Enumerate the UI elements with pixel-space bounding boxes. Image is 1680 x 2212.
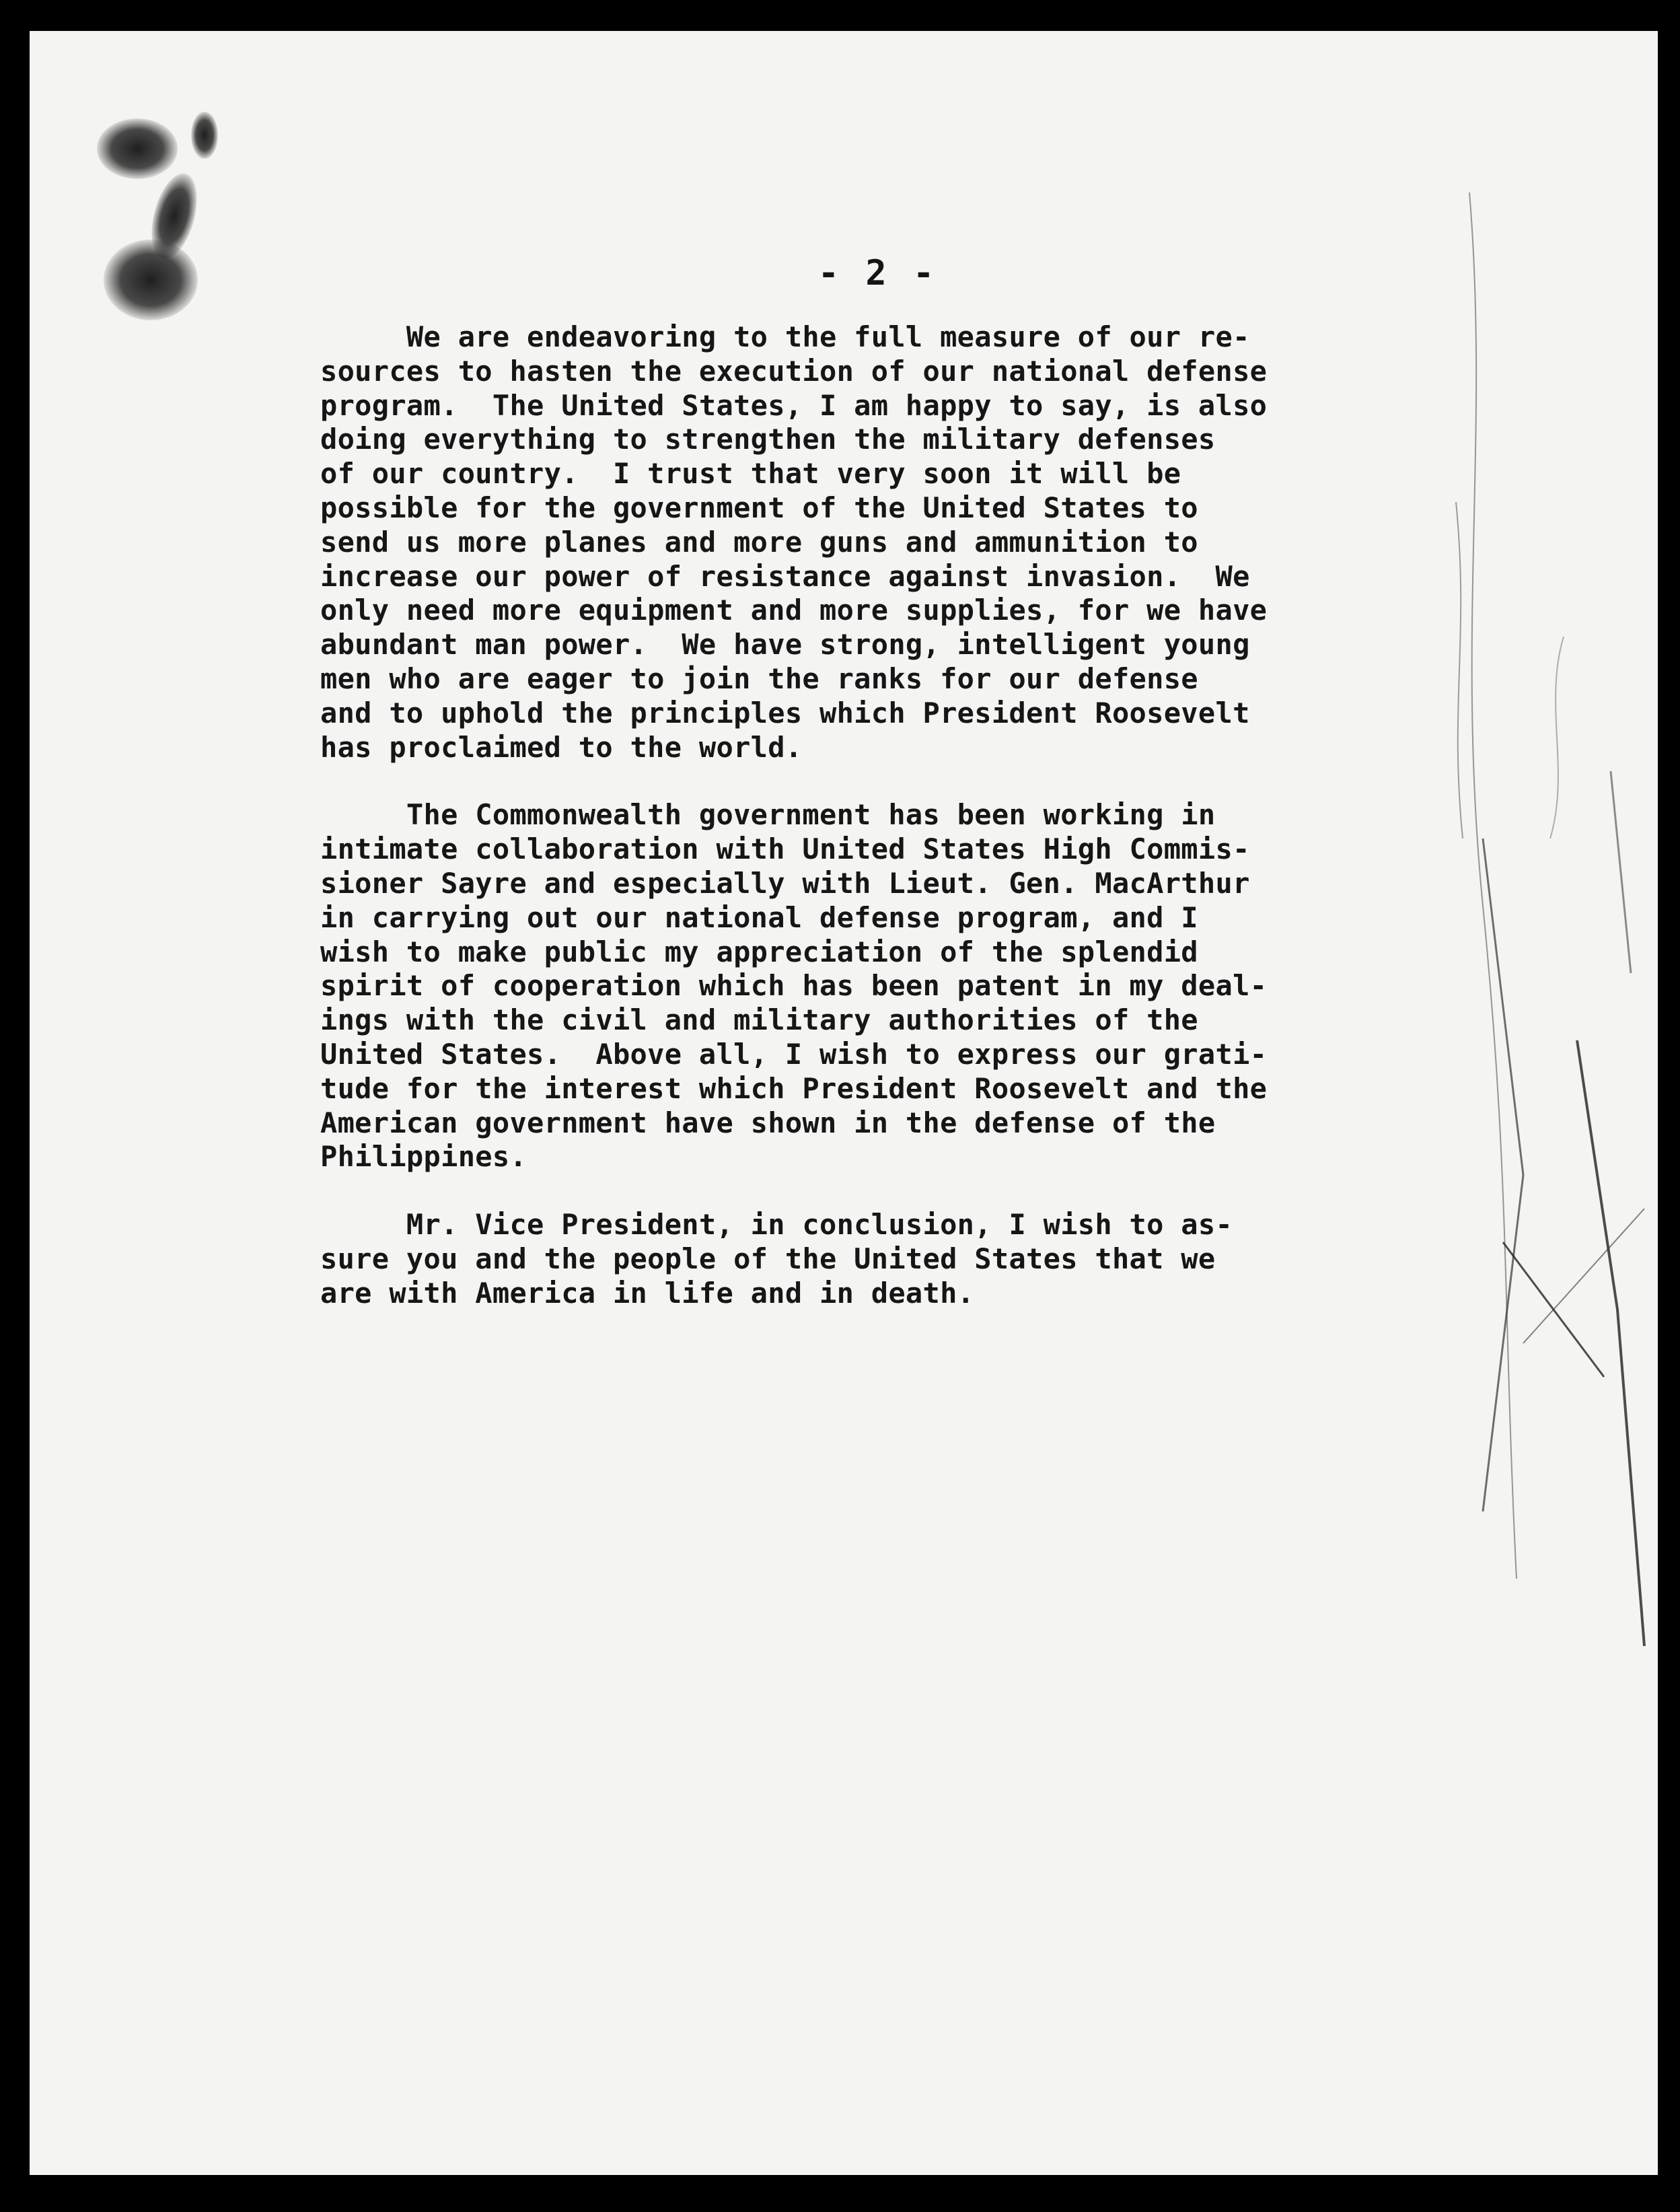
text-line: spirit of cooperation which has been patent in my deal- xyxy=(320,969,1268,1003)
text-line: United States. Above all, I wish to express our grati- xyxy=(320,1037,1268,1071)
text-line: tude for the interest which President Roosevelt and the xyxy=(320,1071,1268,1105)
document-body xyxy=(320,320,1477,1345)
ink-smudge xyxy=(97,118,178,179)
text-line: doing everything to strengthen the military defenses xyxy=(320,423,1216,456)
text-line: Philippines. xyxy=(320,1140,527,1174)
text-line: intimate collaboration with United States High Commis- xyxy=(320,832,1250,866)
text-line: possible for the government of the United States to xyxy=(320,491,1198,524)
ink-smudge xyxy=(191,112,218,159)
document-page xyxy=(30,31,1658,2175)
text-line: of our country. I trust that very soon it will be xyxy=(320,457,1181,491)
text-line: sioner Sayre and especially with Lieut. Gen. MacArthur xyxy=(320,866,1250,900)
text-line: sources to hasten the execution of our national defense xyxy=(320,354,1268,388)
text-line: has proclaimed to the world. xyxy=(320,730,803,764)
text-line: We are endeavoring to the full measure of our re- xyxy=(320,320,1250,353)
text-line: only need more equipment and more supplies, for we have xyxy=(320,594,1268,627)
text-line: The Commonwealth government has been working in xyxy=(320,798,1216,832)
paragraph xyxy=(320,320,1477,764)
page-number: - 2 - xyxy=(817,253,937,293)
text-line: send us more planes and more guns and ammunition to xyxy=(320,525,1198,559)
text-line: and to uphold the principles which President Roosevelt xyxy=(320,696,1250,729)
text-line: American government have shown in the defense of the xyxy=(320,1106,1216,1139)
text-line: increase our power of resistance against invasion. We xyxy=(320,559,1250,593)
text-line: in carrying out our national defense program, and I xyxy=(320,900,1198,934)
text-line: sure you and the people of the United States that we xyxy=(320,1242,1216,1275)
text-line: are with America in life and in death. xyxy=(320,1276,975,1310)
text-line: abundant man power. We have strong, intelligent young xyxy=(320,628,1250,662)
text-line: program. The United States, I am happy to say, is also xyxy=(320,388,1268,422)
paragraph xyxy=(320,1208,1477,1310)
text-line: ings with the civil and military authorities of the xyxy=(320,1003,1198,1037)
text-line: wish to make public my appreciation of the splendid xyxy=(320,935,1198,968)
text-line: men who are eager to join the ranks for our defense xyxy=(320,662,1198,695)
paragraph xyxy=(320,798,1477,1174)
text-line: Mr. Vice President, in conclusion, I wish to as- xyxy=(320,1208,1233,1242)
